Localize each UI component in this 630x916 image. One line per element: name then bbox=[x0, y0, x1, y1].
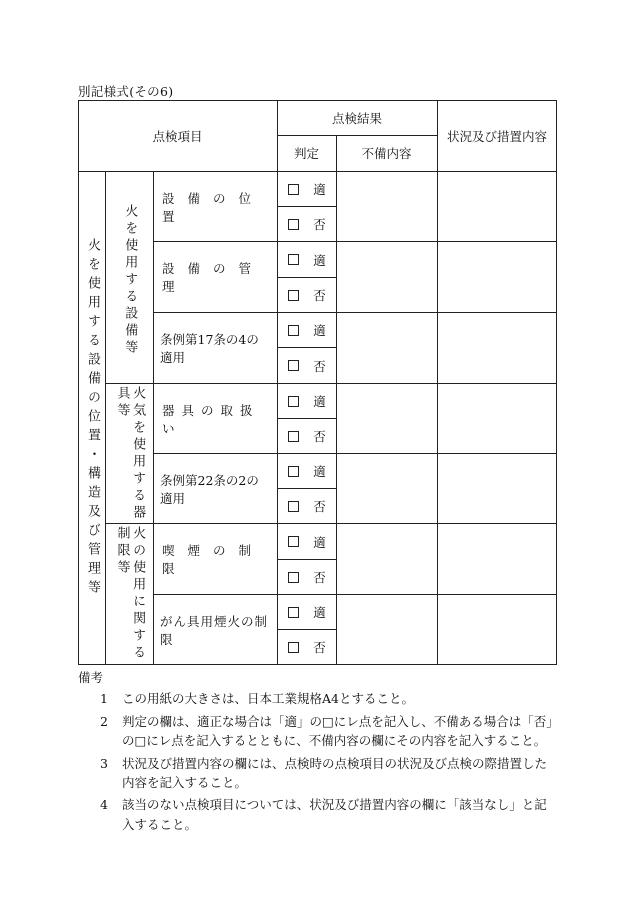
status-measures-field[interactable] bbox=[438, 595, 556, 664]
defect-content-field[interactable] bbox=[337, 595, 437, 664]
fail-checkbox[interactable]: 否 bbox=[278, 560, 336, 594]
fail-checkbox[interactable]: 否 bbox=[278, 348, 336, 383]
note-item: 3 状況及び措置内容の欄には、点検時の点検項目の状況及び点検の際措置した内容を記入すること。 bbox=[100, 755, 548, 790]
header-inspection-item: 点検項目 bbox=[152, 128, 203, 144]
header-inspection-result: 点検結果 bbox=[331, 110, 382, 126]
checkbox-square bbox=[288, 536, 299, 547]
fail-checkbox[interactable]: 否 bbox=[278, 489, 336, 523]
pass-checkbox[interactable]: 適 bbox=[278, 595, 336, 629]
main-category: 火を使用する設備の位置・構造及び管理等 bbox=[84, 237, 100, 599]
checkbox-square bbox=[288, 642, 299, 653]
pass-checkbox[interactable]: 適 bbox=[278, 454, 336, 488]
form-title: 別記様式(その6) bbox=[78, 84, 174, 99]
notes-section bbox=[78, 668, 558, 837]
checkbox-square bbox=[288, 607, 299, 618]
notes-heading: 備考 bbox=[78, 670, 104, 685]
header-judgement: 判定 bbox=[293, 146, 319, 161]
checkbox-square bbox=[288, 360, 299, 371]
item-label: 設備の管理 bbox=[162, 261, 265, 294]
status-measures-field[interactable] bbox=[438, 172, 556, 241]
item-label: 器具の取扱い bbox=[162, 402, 260, 436]
header-defect-content: 不備内容 bbox=[361, 146, 412, 161]
checkbox-square bbox=[288, 431, 299, 442]
fail-checkbox[interactable]: 否 bbox=[278, 278, 336, 312]
status-measures-field[interactable] bbox=[438, 454, 556, 523]
note-item: 1 この用紙の大きさは、日本工業規格A4とすること。 bbox=[100, 691, 414, 707]
inspection-table bbox=[78, 100, 557, 665]
checkbox-square bbox=[288, 325, 299, 336]
checkbox-square bbox=[288, 184, 299, 195]
checkbox-square bbox=[288, 466, 299, 477]
note-item: 2 判定の欄は、適正な場合は「適」の□にレ点を記入し、不備ある場合は「否」の□にレ点を記入するとともに、不備内容の欄にその内容を記入すること。 bbox=[100, 713, 553, 749]
defect-content-field[interactable] bbox=[337, 313, 437, 383]
status-measures-field[interactable] bbox=[438, 524, 556, 594]
defect-content-field[interactable] bbox=[337, 172, 437, 241]
note-item: 4 該当のない点検項目については、状況及び措置内容の欄に「該当なし」と記入すること。 bbox=[100, 797, 547, 832]
defect-content-field[interactable] bbox=[337, 454, 437, 523]
defect-content-field[interactable] bbox=[337, 524, 437, 594]
item-label: 条例第17条の4の適用 bbox=[160, 332, 259, 365]
checkbox-square bbox=[288, 219, 299, 230]
status-measures-field[interactable] bbox=[438, 384, 556, 453]
pass-checkbox[interactable]: 適 bbox=[278, 242, 336, 277]
checkbox-square bbox=[288, 501, 299, 512]
sub-category-appliances: 火気を使用する器具等 bbox=[114, 386, 146, 522]
pass-checkbox[interactable]: 適 bbox=[278, 172, 336, 206]
checkbox-square bbox=[288, 290, 299, 301]
item-label: 喫煙の制限 bbox=[162, 543, 265, 576]
checkbox-square bbox=[288, 396, 299, 407]
defect-content-field[interactable] bbox=[337, 384, 437, 453]
status-measures-field[interactable] bbox=[438, 242, 556, 312]
status-measures-field[interactable] bbox=[438, 313, 556, 383]
checkbox-square bbox=[288, 572, 299, 583]
fail-checkbox[interactable]: 否 bbox=[278, 419, 336, 453]
item-label: 設備の位置 bbox=[162, 190, 265, 224]
sub-category-restrictions: 火の使用に関する制限等 bbox=[114, 526, 146, 662]
defect-content-field[interactable] bbox=[337, 242, 437, 312]
fail-checkbox[interactable]: 否 bbox=[278, 630, 336, 664]
item-label: 条例第22条の2の適用 bbox=[160, 472, 259, 506]
item-label: がん具用煙火の制限 bbox=[160, 613, 269, 647]
checkbox-square bbox=[288, 254, 299, 265]
fail-checkbox[interactable]: 否 bbox=[278, 207, 336, 241]
pass-checkbox[interactable]: 適 bbox=[278, 384, 336, 418]
sub-category-equipment: 火を使用する設備等 bbox=[122, 204, 138, 357]
header-status-measures: 状況及び措置内容 bbox=[446, 128, 547, 144]
pass-checkbox[interactable]: 適 bbox=[278, 313, 336, 347]
pass-checkbox[interactable]: 適 bbox=[278, 524, 336, 559]
